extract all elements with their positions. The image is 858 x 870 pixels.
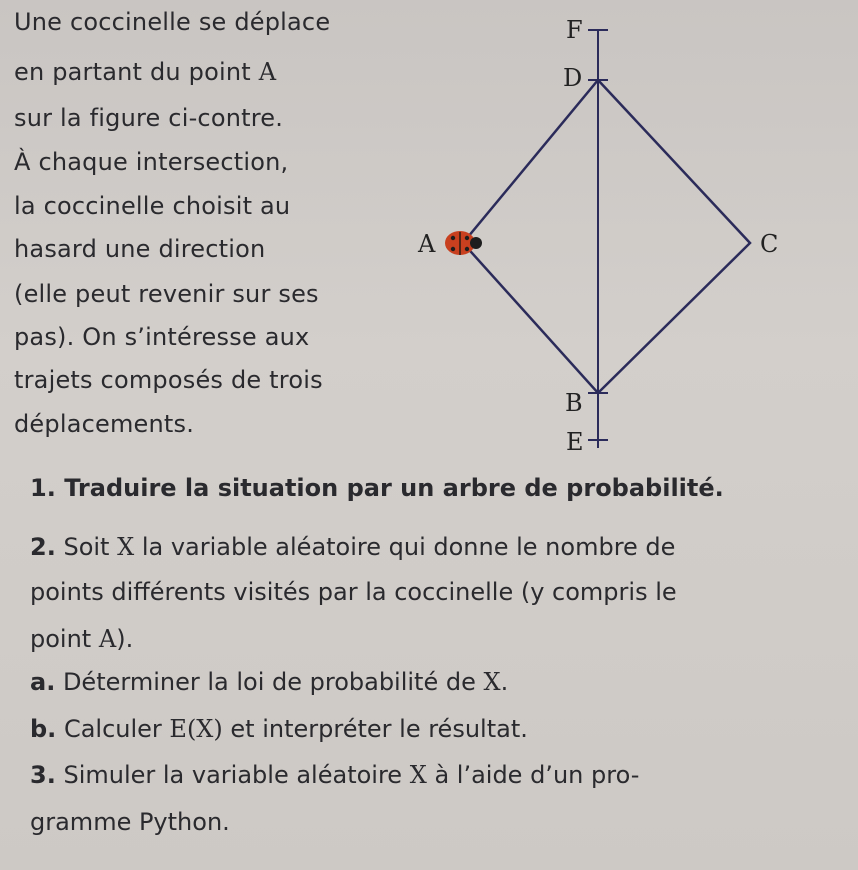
question-2-var: X [117,533,135,561]
question-2a-post: . [500,668,509,696]
question-2a [30,668,508,696]
intro-line-7: (elle peut revenir sur ses [14,280,319,308]
question-2b-expr: E(X) [169,715,223,743]
question-3-pre: Simuler la variable aléatoire [63,761,403,789]
question-3-line-2: gramme Python. [30,808,230,836]
intro-line-4: À chaque intersection, [14,148,289,176]
question-2a-var: X [483,668,501,696]
question-2-line-3-post: ). [116,625,134,653]
question-1-text: Traduire la situation par un arbre de probabilité. [64,474,724,502]
question-2b-number: b. [30,715,57,743]
question-2-line-1 [30,533,675,561]
question-2-number: 2. [30,533,56,561]
intro-start-point: A [258,58,277,86]
question-1 [30,474,724,502]
question-2-line-3-var: A [98,625,117,653]
intro-line-10: déplacements. [14,410,195,438]
label-b: B [565,389,583,417]
label-e: E [566,428,584,456]
question-3-post: à l’aide d’un pro- [434,761,640,789]
intro-line-2-text: en partant du point [14,58,251,86]
label-c: C [760,230,779,258]
ladybug-icon [445,231,482,255]
question-2-line-3 [30,625,133,653]
label-a: A [418,230,436,258]
question-1-number: 1. [30,474,56,502]
intro-line-5: la coccinelle choisit au [14,192,291,220]
question-2a-number: a. [30,668,56,696]
question-2a-text: Déterminer la loi de probabilité de [62,668,476,696]
intro-line-1: Une coccinelle se déplace [14,8,331,36]
intro-line-3: sur la figure ci-contre. [14,104,284,132]
question-2-post: la variable aléatoire qui donne le nombre de [141,533,676,561]
diamond-path [463,80,750,393]
question-2-pre: Soit [63,533,110,561]
intro-line-6: hasard une direction [14,235,266,263]
label-d: D [563,64,583,92]
intro-line-9: trajets composés de trois [14,366,323,394]
question-3-var: X [409,761,427,789]
question-2b [30,715,528,743]
question-3-line-1 [30,761,639,789]
question-2-line-3-pre: point [30,625,92,653]
question-2-line-2: points différents visités par la coccinelle (y compris le [30,578,677,606]
intro-line-8: pas). On s’intéresse aux [14,323,310,351]
label-f: F [566,16,583,44]
question-3-number: 3. [30,761,56,789]
question-2b-pre: Calculer [63,715,162,743]
question-2b-post: et interpréter le résultat. [230,715,528,743]
